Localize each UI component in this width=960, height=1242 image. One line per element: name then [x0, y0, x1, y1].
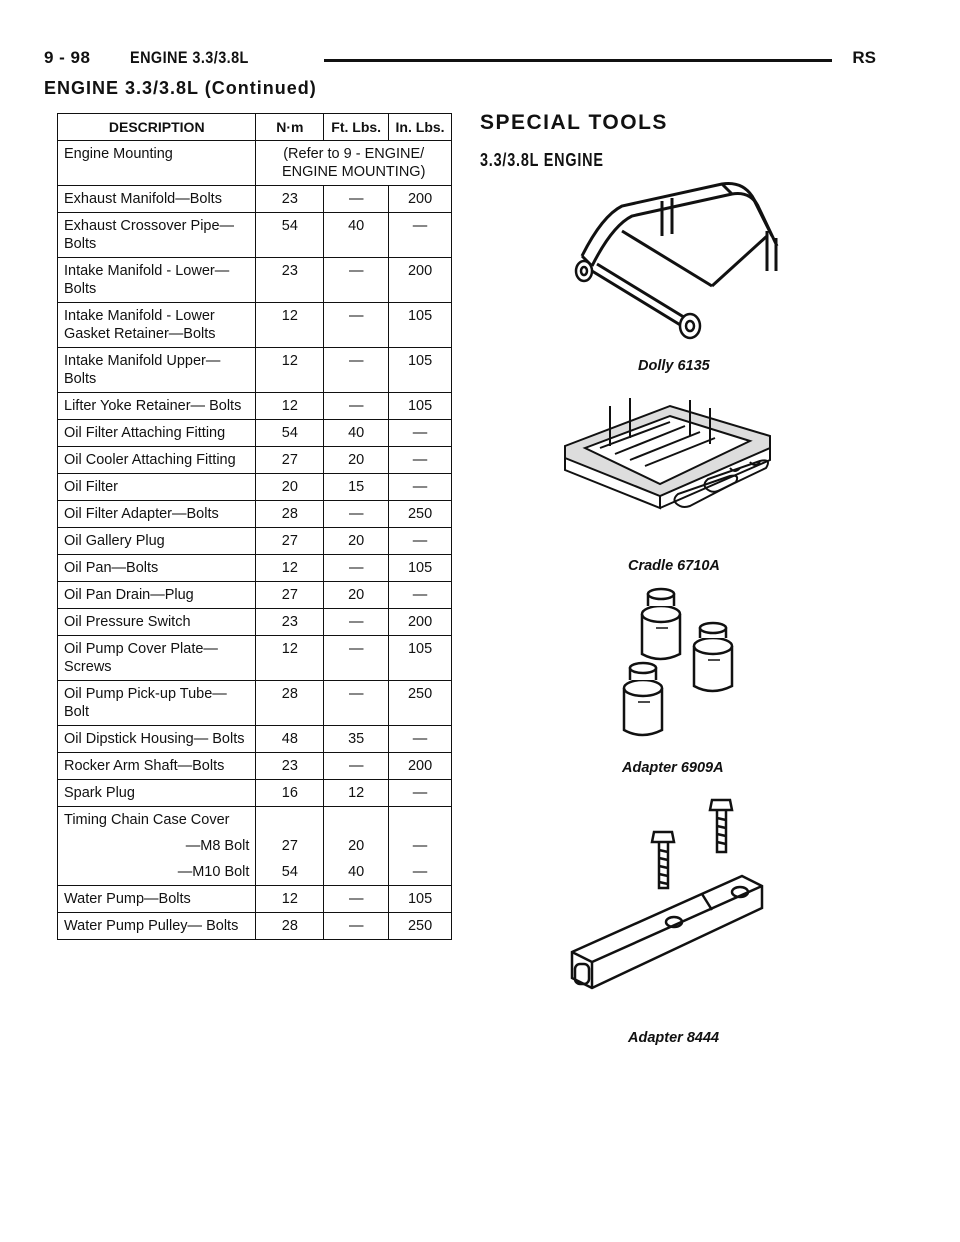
cell-in-lbs: 105 [389, 393, 452, 420]
adapter-bar-icon [562, 792, 772, 1010]
table-row [58, 186, 452, 213]
cell-nm: 12 [256, 555, 324, 582]
torque-spec-table [57, 113, 452, 940]
cell-ft-lbs: — [324, 913, 389, 940]
cell-description: Intake Manifold Upper—Bolts [58, 348, 256, 393]
cell-description: Oil Pan—Bolts [58, 555, 256, 582]
cell-nm [256, 807, 324, 834]
cell-in-lbs: — [389, 833, 452, 859]
table-row [58, 393, 452, 420]
table-row [58, 609, 452, 636]
header-description: DESCRIPTION [58, 114, 256, 141]
cell-description: Oil Pump Cover Plate—Screws [58, 636, 256, 681]
cell-ft-lbs: — [324, 636, 389, 681]
adapter-cylinders-icon [612, 584, 752, 748]
cell-description: —M8 Bolt [58, 833, 256, 859]
cell-in-lbs [389, 807, 452, 834]
table-row [58, 807, 452, 834]
header-in-lbs: In. Lbs. [389, 114, 452, 141]
table-row [58, 886, 452, 913]
cell-nm: 27 [256, 447, 324, 474]
cell-nm: 12 [256, 303, 324, 348]
table-row [58, 726, 452, 753]
cell-description: Oil Filter Adapter—Bolts [58, 501, 256, 528]
cell-nm: 27 [256, 582, 324, 609]
cell-ft-lbs: — [324, 348, 389, 393]
cell-nm: 20 [256, 474, 324, 501]
cell-nm: 28 [256, 681, 324, 726]
cell-in-lbs: — [389, 528, 452, 555]
table-row [58, 528, 452, 555]
cell-nm: 12 [256, 393, 324, 420]
cell-in-lbs: — [389, 780, 452, 807]
cell-nm: 54 [256, 213, 324, 258]
cell-ft-lbs: — [324, 303, 389, 348]
table-row [58, 859, 452, 886]
cell-in-lbs: 200 [389, 753, 452, 780]
cell-description: Oil Pan Drain—Plug [58, 582, 256, 609]
cell-description: Timing Chain Case Cover [58, 807, 256, 834]
cell-ft-lbs: 15 [324, 474, 389, 501]
cell-description: Intake Manifold - Lower Gasket Retainer—Bolts [58, 303, 256, 348]
table-row [58, 501, 452, 528]
cell-ft-lbs: 12 [324, 780, 389, 807]
cradle-icon [560, 386, 780, 546]
cell-nm: 28 [256, 913, 324, 940]
cell-in-lbs: 200 [389, 609, 452, 636]
cell-ft-lbs: — [324, 393, 389, 420]
table-header-row [58, 114, 452, 141]
special-tools-title: SPECIAL TOOLS [480, 111, 668, 134]
cell-in-lbs: 250 [389, 681, 452, 726]
table-row [58, 780, 452, 807]
cell-ft-lbs: 20 [324, 582, 389, 609]
cell-ft-lbs: 20 [324, 447, 389, 474]
header-section-title: ENGINE 3.3/3.8L [130, 48, 249, 67]
cell-in-lbs: — [389, 859, 452, 886]
cell-nm: 28 [256, 501, 324, 528]
table-row [58, 447, 452, 474]
table-row [58, 753, 452, 780]
cell-description: Oil Filter Attaching Fitting [58, 420, 256, 447]
cell-in-lbs: — [389, 474, 452, 501]
cell-description: Intake Manifold - Lower—Bolts [58, 258, 256, 303]
table-row [58, 582, 452, 609]
cell-in-lbs: 250 [389, 913, 452, 940]
cell-description: Water Pump Pulley— Bolts [58, 913, 256, 940]
cell-ft-lbs: 20 [324, 833, 389, 859]
header-rule [324, 59, 832, 62]
dolly-icon [562, 176, 792, 348]
table-row [58, 636, 452, 681]
table-row [58, 258, 452, 303]
cell-ft-lbs: 35 [324, 726, 389, 753]
caption-dolly: Dolly 6135 [638, 358, 710, 374]
special-tools-subtitle: 3.3/3.8L ENGINE [480, 150, 604, 170]
cell-ft-lbs: — [324, 186, 389, 213]
cell-description: Water Pump—Bolts [58, 886, 256, 913]
table-row [58, 474, 452, 501]
page-header [44, 44, 876, 74]
continued-heading: ENGINE 3.3/3.8L (Continued) [44, 78, 317, 98]
caption-adapter-6909a: Adapter 6909A [622, 760, 724, 776]
cell-ft-lbs: — [324, 609, 389, 636]
cell-description: —M10 Bolt [58, 859, 256, 886]
caption-cradle: Cradle 6710A [628, 558, 720, 574]
cell-ft-lbs: — [324, 681, 389, 726]
cell-description: Oil Gallery Plug [58, 528, 256, 555]
table-row [58, 213, 452, 258]
cell-ft-lbs: 40 [324, 859, 389, 886]
cell-nm: 12 [256, 886, 324, 913]
cell-ft-lbs: — [324, 753, 389, 780]
cell-description: Oil Filter [58, 474, 256, 501]
cell-nm: 12 [256, 636, 324, 681]
table-row [58, 348, 452, 393]
cell-description: Oil Pressure Switch [58, 609, 256, 636]
cell-description: Spark Plug [58, 780, 256, 807]
cell-ft-lbs: — [324, 555, 389, 582]
cell-nm: 48 [256, 726, 324, 753]
cell-in-lbs: 200 [389, 186, 452, 213]
cell-nm: 23 [256, 258, 324, 303]
cell-description: Engine Mounting [58, 141, 256, 186]
table-row [58, 913, 452, 940]
cell-nm: 27 [256, 528, 324, 555]
cell-ft-lbs: 40 [324, 213, 389, 258]
cell-in-lbs: — [389, 213, 452, 258]
cell-nm: 27 [256, 833, 324, 859]
cell-nm: 23 [256, 186, 324, 213]
cell-nm: 54 [256, 420, 324, 447]
cell-in-lbs: 250 [389, 501, 452, 528]
page-number: 9 - 98 [44, 48, 91, 67]
cell-in-lbs: 105 [389, 303, 452, 348]
cell-ft-lbs: 40 [324, 420, 389, 447]
cell-in-lbs: 105 [389, 348, 452, 393]
cell-nm: 54 [256, 859, 324, 886]
table-row [58, 420, 452, 447]
cell-description: Oil Pump Pick-up Tube—Bolt [58, 681, 256, 726]
cell-in-lbs: 200 [389, 258, 452, 303]
cell-ft-lbs: — [324, 886, 389, 913]
header-model-code: RS [852, 48, 876, 67]
cell-description: Exhaust Crossover Pipe—Bolts [58, 213, 256, 258]
cell-in-lbs: — [389, 447, 452, 474]
header-nm: N·m [256, 114, 324, 141]
cell-in-lbs: — [389, 726, 452, 753]
cell-reference: (Refer to 9 - ENGINE/ ENGINE MOUNTING) [256, 141, 452, 186]
cell-description: Lifter Yoke Retainer— Bolts [58, 393, 256, 420]
caption-adapter-8444: Adapter 8444 [628, 1030, 720, 1046]
cell-nm: 23 [256, 753, 324, 780]
table-row [58, 555, 452, 582]
cell-nm: 12 [256, 348, 324, 393]
cell-ft-lbs: — [324, 258, 389, 303]
cell-description: Oil Dipstick Housing— Bolts [58, 726, 256, 753]
cell-in-lbs: 105 [389, 886, 452, 913]
cell-description: Rocker Arm Shaft—Bolts [58, 753, 256, 780]
cell-in-lbs: — [389, 420, 452, 447]
cell-ft-lbs: 20 [324, 528, 389, 555]
table-body [58, 141, 452, 940]
header-ft-lbs: Ft. Lbs. [324, 114, 389, 141]
cell-description: Exhaust Manifold—Bolts [58, 186, 256, 213]
table-row [58, 303, 452, 348]
cell-in-lbs: — [389, 582, 452, 609]
cell-ft-lbs: — [324, 501, 389, 528]
table-row [58, 681, 452, 726]
cell-nm: 23 [256, 609, 324, 636]
table-row [58, 141, 452, 186]
table-row [58, 833, 452, 859]
cell-in-lbs: 105 [389, 636, 452, 681]
cell-in-lbs: 105 [389, 555, 452, 582]
cell-ft-lbs [324, 807, 389, 834]
cell-description: Oil Cooler Attaching Fitting [58, 447, 256, 474]
cell-nm: 16 [256, 780, 324, 807]
